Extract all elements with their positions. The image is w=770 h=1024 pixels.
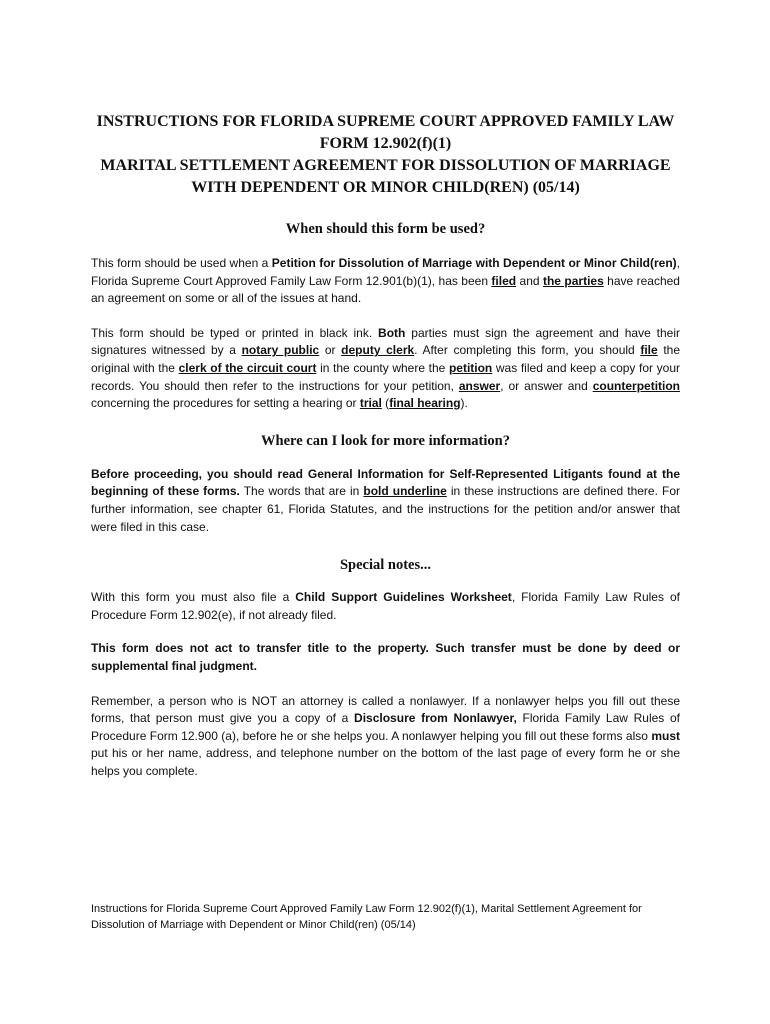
bold-both: Both [378,325,406,340]
text: , or answer and [500,378,593,393]
text: Florida Family Law Rules of Procedure Form 12.900 (a), before he or she helps you. A nonlawyer helping you fill out these forms also [91,711,681,743]
text: concerning the procedures for setting a hearing or [91,396,360,411]
document-title [91,111,680,199]
paragraph-nonlawyer [91,693,680,781]
section-heading-when: When should this form be used? [285,221,486,237]
paragraph-ink-signatures [91,325,680,413]
text: , Florida Family Law Rules of Procedure Form 12.902(e), if not already filed. [91,590,680,622]
child-support-worksheet-name: Child Support Guidelines Worksheet [295,590,512,605]
title-line-1: INSTRUCTIONS FOR FLORIDA SUPREME COURT APPROVED FAMILY LAW [96,113,675,130]
defined-term-deputy-clerk: deputy clerk [341,343,415,358]
text: and [516,273,543,288]
document-page [91,111,680,780]
text: ( [381,396,390,411]
text: This form should be used when a [91,256,272,270]
text: the original with the [91,343,680,375]
paragraph-when-used [91,255,680,308]
defined-term-the-parties: the parties [542,273,604,288]
title-line-2: FORM 12.902(f)(1) [319,135,452,152]
paragraph-title-transfer: This form does not act to transfer title to the property. Such transfer must be done by deed or supplemental final judgment. [91,641,680,673]
petition-form-name: Petition for Dissolution of Marriage with Dependent or Minor Child(ren) [271,256,677,270]
defined-term-counterpetition: counterpetition [592,378,681,393]
text: The words that are in [239,484,364,499]
defined-term-final-hearing: final hearing [389,396,461,411]
section-heading-more-info: Where can I look for more information? [261,432,510,449]
text: in these instructions are defined there. For further information, see chapter 61, Florida Statutes, and the instructions for the petition and/or answer that were filed in this case. [91,484,680,534]
title-line-4: WITH DEPENDENT OR MINOR CHILD(REN) (05/14) [191,179,580,196]
defined-term-clerk-of-circuit-court: clerk of the circuit court [178,360,317,375]
footer-line-2: Dissolution of Marriage with Dependent or Minor Child(ren) (05/14) [91,919,416,931]
defined-term-trial: trial [359,396,382,411]
text: This form should be typed or printed in black ink. [91,325,379,340]
general-info-notice: Before proceeding, you should read General Information for Self-Represented Litigants found at the beginning of these forms. [91,466,680,499]
text: in the county where the [316,360,449,375]
defined-term-filed: filed [491,273,517,288]
page-footer [91,901,691,933]
defined-term-petition: petition [448,360,493,375]
defined-term-bold-underline: bold underline [363,484,447,499]
title-line-3: MARITAL SETTLEMENT AGREEMENT FOR DISSOLUTION OF MARRIAGE [100,157,671,174]
section-heading-special-notes: Special notes... [339,557,432,574]
text: have reached an agreement on some or all of the issues at hand. [91,273,680,306]
text: Remember, a person who is NOT an attorney is called a nonlawyer. If a nonlawyer helps you fill out these forms, that person must give you a copy of a [91,693,680,726]
text: , Florida Supreme Court Approved Family Law Form 12.901(b)(1), has been [91,256,680,288]
text: ). [460,396,468,411]
text: or [319,343,342,358]
defined-term-notary-public: notary public [241,343,320,358]
footer-line-1: Instructions for Florida Supreme Court Approved Family Law Form 12.902(f)(1), Marital Settlement Agreement for [91,903,642,915]
disclosure-from-nonlawyer: Disclosure from Nonlawyer, [354,711,517,726]
paragraph-child-support [91,589,680,624]
text: put his or her name, address, and telephone number on the bottom of the last page of every form he or she helps you complete. [91,746,680,778]
text: . After completing this form, you should [414,343,641,358]
paragraph-more-info [91,466,680,536]
text: parties must sign the agreement and have their signatures witnessed by a [91,325,680,358]
bold-must: must [651,728,680,743]
defined-term-answer: answer [458,378,501,393]
defined-term-file: file [640,343,658,358]
text: With this form you must also file a [91,590,296,605]
text: was filed and keep a copy for your records. You should then refer to the instructions for your petition, [91,360,681,393]
